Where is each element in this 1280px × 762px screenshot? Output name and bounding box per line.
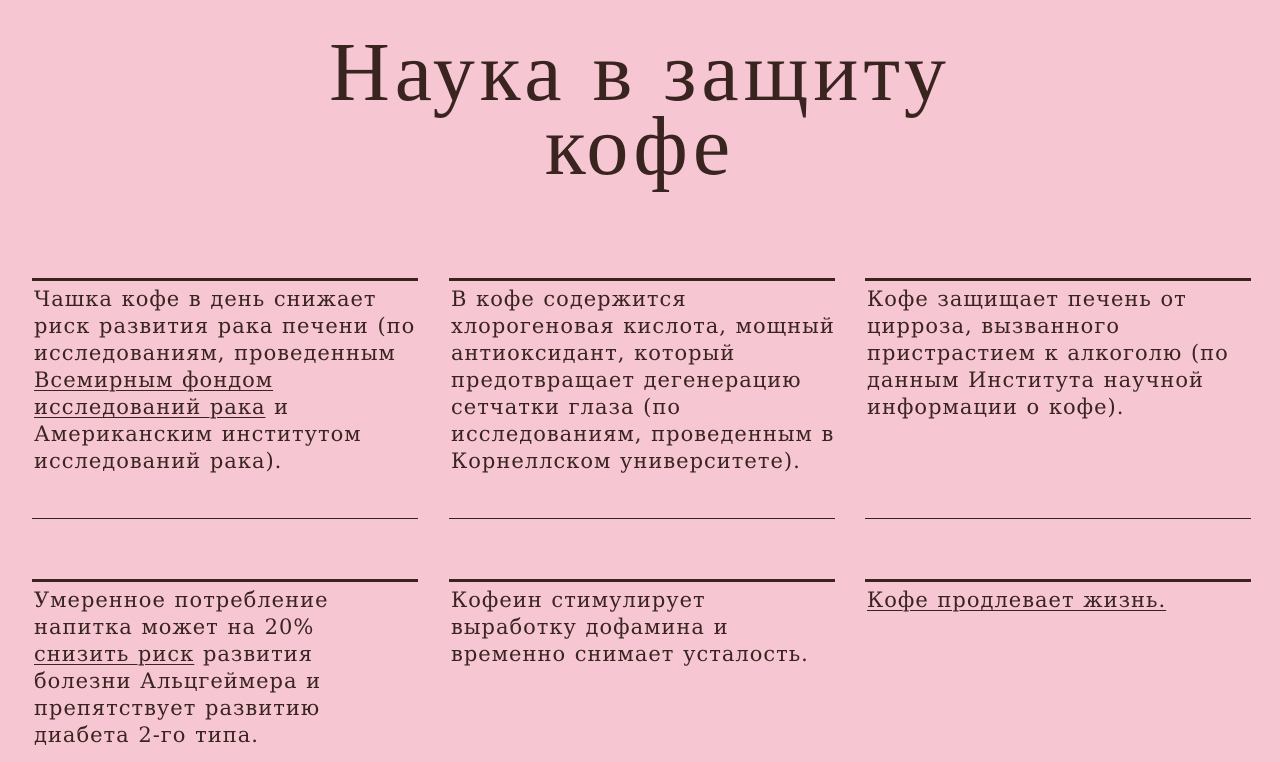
card-bottom-rule: [32, 518, 418, 519]
card-top-rule: [32, 278, 418, 281]
page-title-line-1: Наука в защиту: [329, 26, 951, 119]
reduce-risk-link[interactable]: снизить риск: [34, 642, 195, 666]
page-title-line-2: кофе: [544, 100, 736, 193]
card-text: [34, 286, 418, 475]
fact-card-longevity: [865, 579, 1251, 614]
card-text: Кофеин стимулирует выработку дофамина и временно снимает усталость.: [451, 588, 809, 666]
wcrf-link[interactable]: Всемирным фондом исследований рака: [34, 368, 274, 419]
card-top-rule: [865, 278, 1251, 281]
fact-card-cirrhosis: [865, 278, 1251, 421]
card-text: В кофе содержится хлорогеновая кислота, мощный антиоксидант, который предотвращает дегенерацию сетчатки глаза (по исследованиям, проведенным в Корнеллском университете).: [451, 287, 835, 473]
card-top-rule: [865, 579, 1251, 582]
card-text-after: и Американским институтом исследований рака).: [34, 395, 362, 473]
fact-card-alzheimer: [32, 579, 418, 749]
card-bottom-rule: [449, 518, 835, 519]
card-text: [34, 587, 418, 749]
prolongs-life-link[interactable]: Кофе продлевает жизнь.: [867, 588, 1167, 612]
card-text-after: развития болезни Альцгеймера и препятствует развитию диабета 2-го типа.: [34, 642, 322, 747]
fact-card-liver-cancer: [32, 278, 418, 475]
page-title: [0, 26, 1280, 193]
card-text-before: Чашка кофе в день снижает риск развития рака печени (по исследованиям, проведенным: [34, 287, 416, 365]
fact-card-antioxidant: [449, 278, 835, 475]
card-top-rule: [449, 579, 835, 582]
card-text-before: Умеренное потребление напитка может на 20%: [34, 588, 329, 639]
fact-card-dopamine: [449, 579, 835, 668]
card-bottom-rule: [865, 518, 1251, 519]
card-text: Кофе защищает печень от цирроза, вызванного пристрастием к алкоголю (по данным Института научной информации о кофе).: [867, 287, 1229, 419]
card-top-rule: [32, 579, 418, 582]
card-text: [867, 587, 1251, 614]
card-top-rule: [449, 278, 835, 281]
